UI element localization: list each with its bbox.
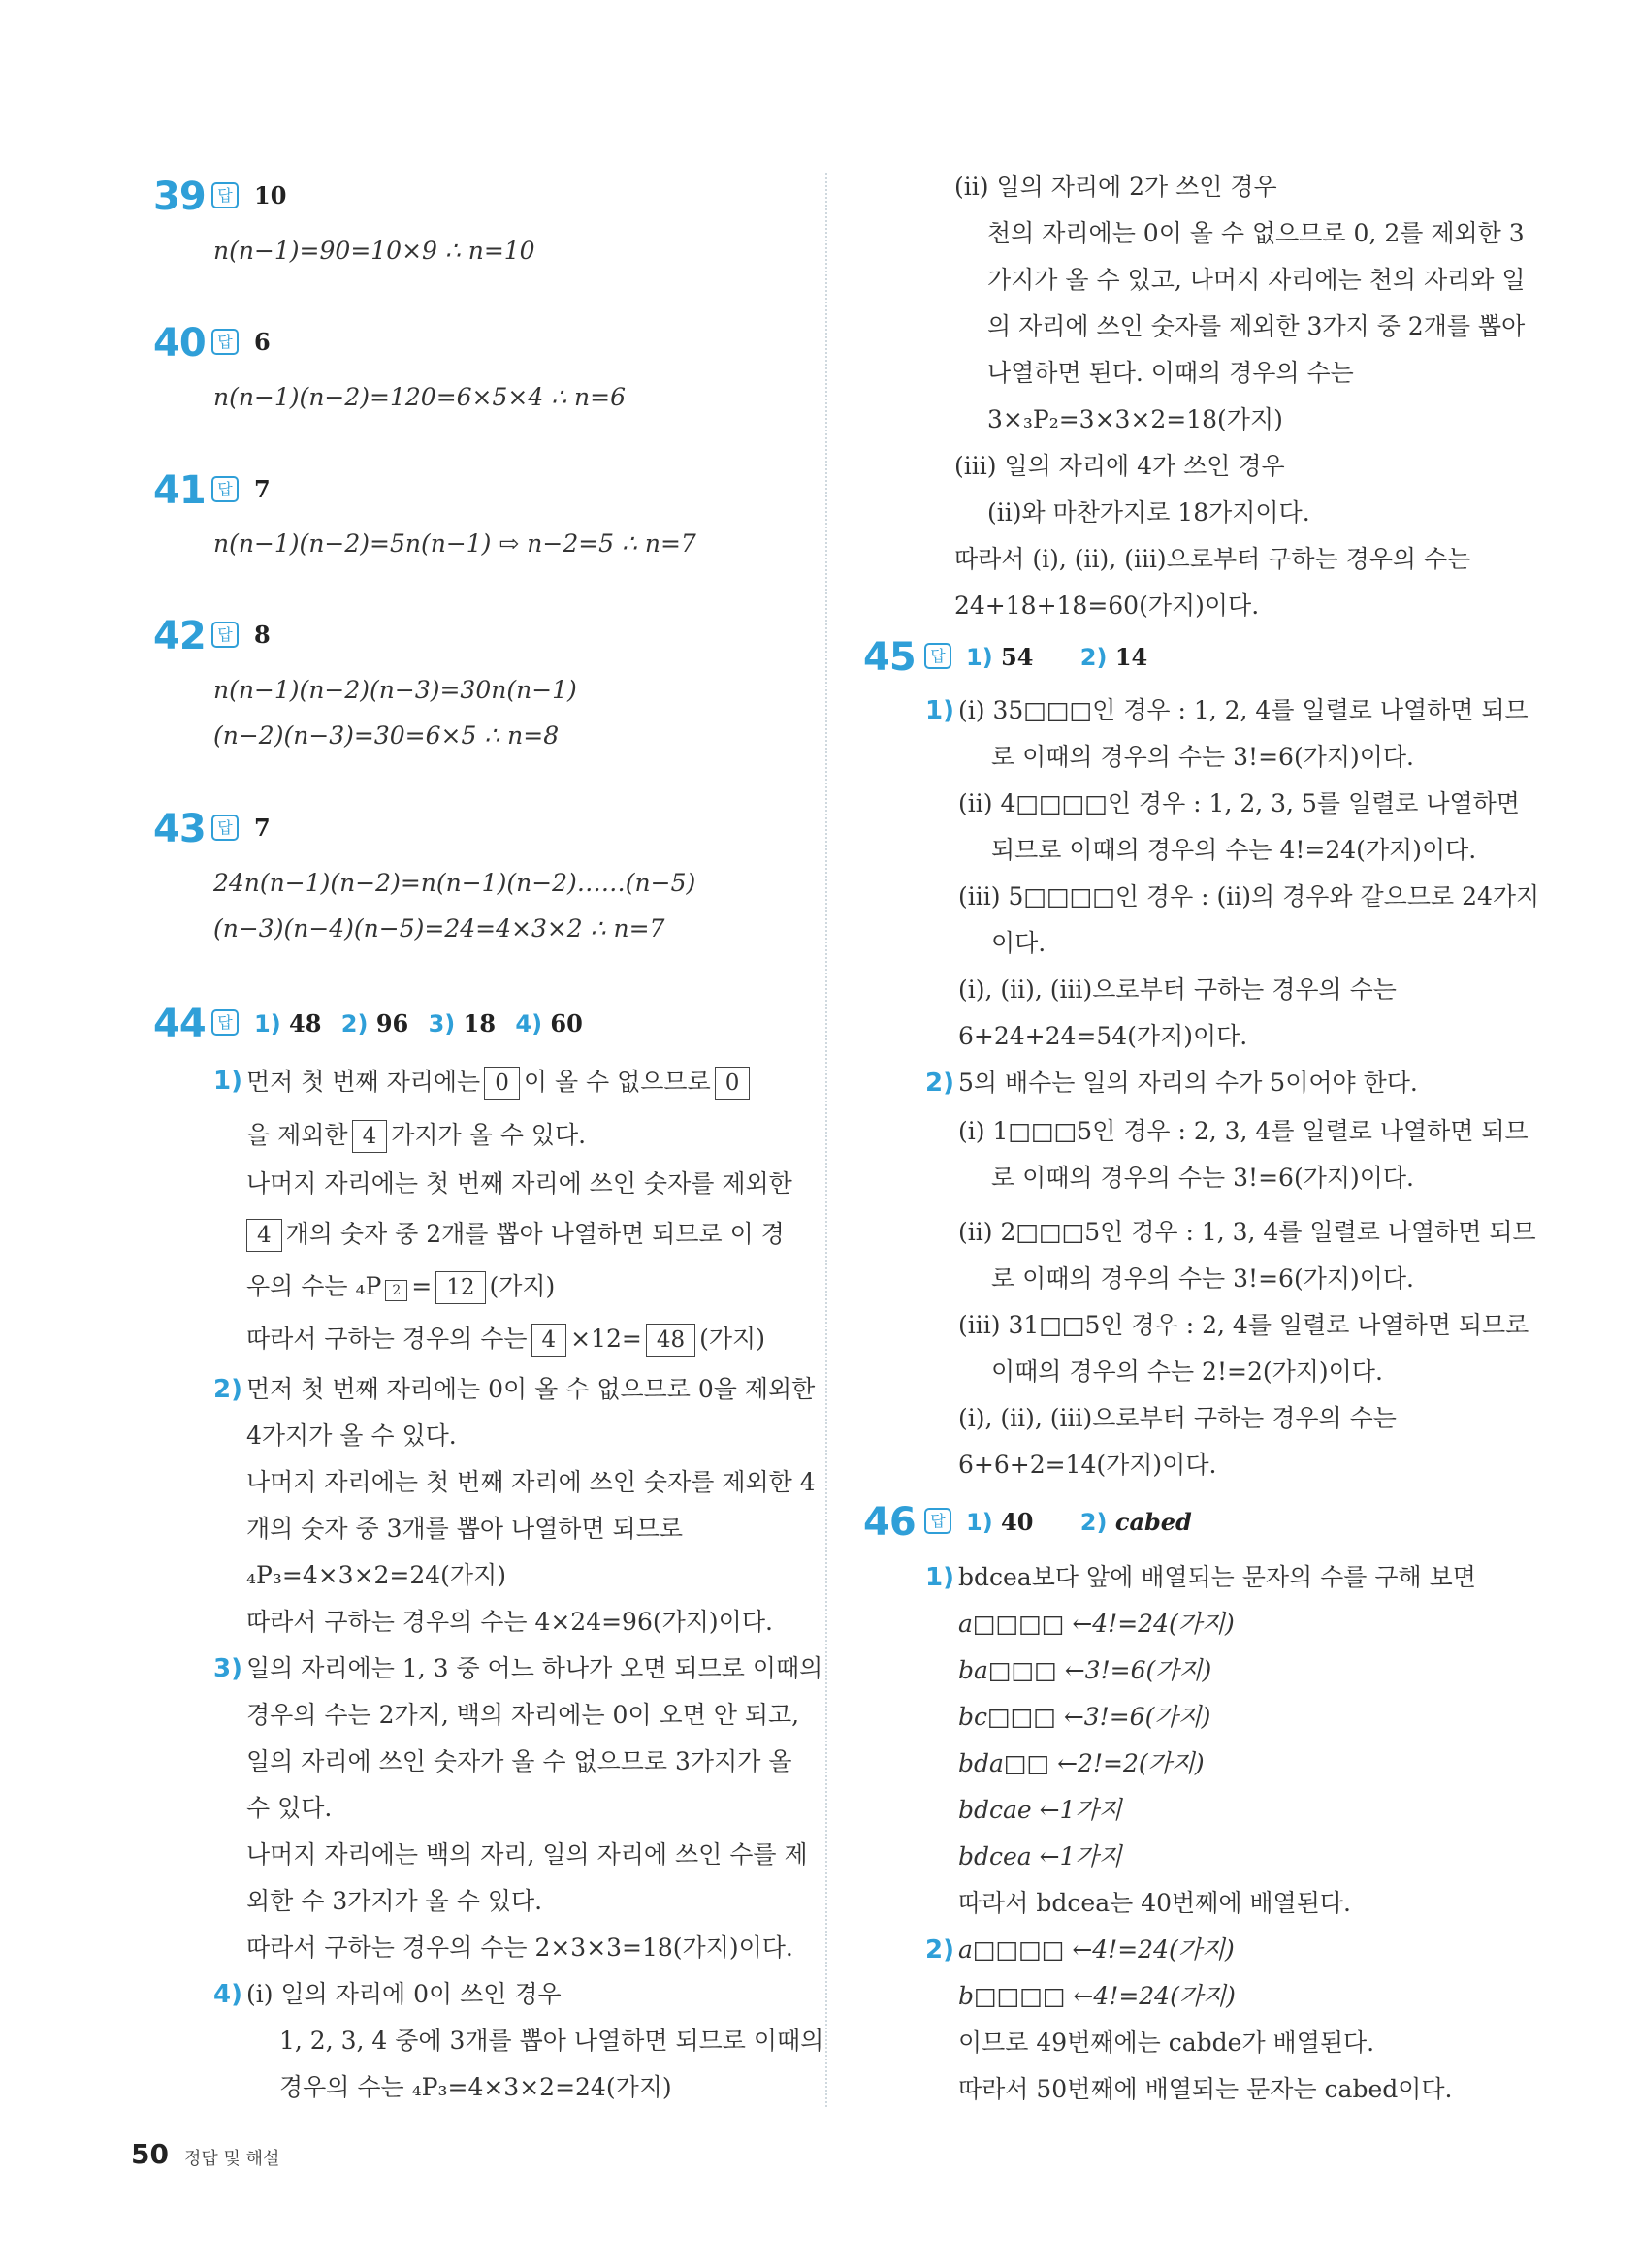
solution-line: 따라서 (ⅰ), (ⅱ), (ⅲ)으로부터 구하는 경우의 수는 <box>954 545 1471 573</box>
blank-box: 2 <box>385 1280 407 1301</box>
solution-line: ₄P₃=4×3×2=24(가지) <box>246 1561 506 1589</box>
solution-line: 로 이때의 경우의 수는 3!=6(가지)이다. <box>991 743 1414 771</box>
sub-number: 4) <box>213 1980 242 2009</box>
solution-line: 경우의 수는 2가지, 백의 자리에는 0이 오면 안 되고, <box>246 1701 800 1729</box>
answer-index: 1) <box>966 644 993 671</box>
answer-value: 8 <box>254 621 271 649</box>
solution-line: bdcea ←1가지 <box>958 1842 1122 1870</box>
blank-box: 48 <box>646 1324 695 1357</box>
solution-line: 나머지 자리에는 첫 번째 자리에 쓰인 숫자를 제외한 <box>246 1169 792 1198</box>
problem-number: 40 <box>153 321 206 366</box>
solution-line: (ⅲ) 5□□□□인 경우 : (ⅱ)의 경우와 같으므로 24가지 <box>958 882 1540 910</box>
solution-line: 외한 수 3가지가 올 수 있다. <box>246 1887 543 1915</box>
answer-badge: 답 <box>211 1009 239 1036</box>
sub-number: 2) <box>213 1375 242 1404</box>
solution-line: (ⅰ) 1□□□5인 경우 : 2, 3, 4를 일렬로 나열하면 되므 <box>958 1117 1529 1145</box>
solution-line: 이므로 49번째에는 cabde가 배열된다. <box>958 2028 1375 2057</box>
text: 개의 숫자 중 2개를 뽑아 나열하면 되므로 이 경 <box>285 1220 785 1248</box>
answer-index: 4) <box>515 1010 543 1038</box>
solution-line: 개의 숫자 중 3개를 뽑아 나열하면 되므로 <box>246 1515 683 1543</box>
blank-box: 0 <box>484 1067 520 1100</box>
sub-number: 2) <box>925 1069 954 1098</box>
solution-line: ba□□□ ←3!=6(가지) <box>958 1656 1212 1684</box>
answer-value: 54 <box>1001 643 1034 671</box>
page-number: 50 <box>131 2138 169 2170</box>
solution-line: (n−3)(n−4)(n−5)=24=4×3×2 ∴ n=7 <box>213 914 665 942</box>
sub-number: 1) <box>925 696 954 725</box>
solution-line: (ⅰ) 일의 자리에 0이 쓰인 경우 <box>246 1980 562 2008</box>
answer-list <box>966 1508 1192 1537</box>
solution-line: (n−2)(n−3)=30=6×5 ∴ n=8 <box>213 721 560 750</box>
answer-index: 1) <box>966 1509 993 1536</box>
solution-line: (ⅲ) 일의 자리에 4가 쓰인 경우 <box>954 452 1285 480</box>
solution-line <box>246 1067 754 1100</box>
text: 이 올 수 없으므로 <box>523 1068 711 1096</box>
solution-line: 나머지 자리에는 첫 번째 자리에 쓰인 숫자를 제외한 4 <box>246 1468 816 1496</box>
solution-line: n(n−1)(n−2)(n−3)=30n(n−1) <box>213 676 577 704</box>
solution-line: 24n(n−1)(n−2)=n(n−1)(n−2)……(n−5) <box>213 869 696 897</box>
answer-value: 96 <box>375 1009 409 1038</box>
blank-box: 4 <box>246 1219 282 1252</box>
text: 우의 수는 ₄P <box>246 1272 382 1300</box>
solution-line <box>246 1120 586 1153</box>
problem-number: 43 <box>153 807 206 851</box>
solution-line: 따라서 bdcea는 40번째에 배열된다. <box>958 1889 1351 1917</box>
solution-line: 3×₃P₂=3×3×2=18(가지) <box>987 405 1283 433</box>
solution-line <box>246 1324 765 1357</box>
solution-line: 6+6+2=14(가지)이다. <box>958 1451 1217 1479</box>
solution-line: 이때의 경우의 수는 2!=2(가지)이다. <box>991 1358 1383 1386</box>
solution-line: 5의 배수는 일의 자리의 수가 5이어야 한다. <box>958 1069 1418 1097</box>
solution-line: (ⅱ)와 마찬가지로 18가지이다. <box>987 498 1310 527</box>
solution-line: bdcae ←1가지 <box>958 1796 1122 1824</box>
problem-number: 41 <box>153 468 206 513</box>
solution-line: 가지가 올 수 있고, 나머지 자리에는 천의 자리와 일 <box>987 266 1526 294</box>
solution-line: 나열하면 된다. 이때의 경우의 수는 <box>987 359 1354 387</box>
solution-line: 24+18+18=60(가지)이다. <box>954 591 1260 620</box>
answer-badge: 답 <box>211 329 239 355</box>
answer-badge: 답 <box>924 643 951 669</box>
solution-line: 경우의 수는 ₄P₃=4×3×2=24(가지) <box>279 2073 672 2101</box>
answer-value: 14 <box>1114 643 1148 671</box>
solution-line: 천의 자리에는 0이 올 수 없으므로 0, 2를 제외한 3 <box>987 219 1525 247</box>
answer-list <box>254 1009 583 1038</box>
solution-line: (ⅱ) 2□□□5인 경우 : 1, 3, 4를 일렬로 나열하면 되므 <box>958 1218 1536 1246</box>
text: 먼저 첫 번째 자리에는 <box>246 1068 481 1096</box>
solution-line: n(n−1)=90=10×9 ∴ n=10 <box>213 237 535 265</box>
answer-value: 10 <box>254 181 287 209</box>
text: (가지) <box>699 1325 765 1353</box>
problem-number: 39 <box>153 175 206 219</box>
solution-line: a□□□□ ←4!=24(가지) <box>958 1935 1235 1964</box>
solution-line: a□□□□ ←4!=24(가지) <box>958 1610 1235 1638</box>
answer-index: 1) <box>254 1010 281 1038</box>
solution-line: bda□□ ←2!=2(가지) <box>958 1749 1205 1777</box>
answer-badge: 답 <box>211 182 239 208</box>
answer-index: 2) <box>1079 1509 1108 1536</box>
blank-box: 4 <box>531 1324 567 1357</box>
answer-badge: 답 <box>924 1508 951 1534</box>
answer-index: 3) <box>428 1010 456 1038</box>
solution-line: 따라서 구하는 경우의 수는 4×24=96(가지)이다. <box>246 1608 773 1636</box>
answer-badge: 답 <box>211 476 239 502</box>
text: ×12= <box>570 1325 642 1353</box>
solution-line <box>246 1219 785 1252</box>
problem-number: 42 <box>153 614 206 658</box>
answer-badge: 답 <box>211 622 239 648</box>
answer-value: cabed <box>1114 1508 1192 1536</box>
solution-line: bc□□□ ←3!=6(가지) <box>958 1703 1211 1731</box>
problem-number: 46 <box>863 1500 916 1545</box>
answer-value: 7 <box>254 814 271 842</box>
text: 가지가 올 수 있다. <box>391 1121 587 1149</box>
answer-value: 6 <box>254 328 271 356</box>
answer-value: 60 <box>550 1009 583 1038</box>
solution-line: 로 이때의 경우의 수는 3!=6(가지)이다. <box>991 1164 1414 1192</box>
solution-line: 따라서 구하는 경우의 수는 2×3×3=18(가지)이다. <box>246 1933 793 1962</box>
solution-line: bdcea보다 앞에 배열되는 문자의 수를 구해 보면 <box>958 1563 1476 1591</box>
answer-index: 2) <box>340 1010 369 1038</box>
solution-line: 일의 자리에 쓰인 숫자가 올 수 없으므로 3가지가 올 <box>246 1747 792 1775</box>
footer-title: 정답 및 해설 <box>184 2149 280 2169</box>
answer-value: 48 <box>289 1009 322 1038</box>
solution-line: n(n−1)(n−2)=5n(n−1) ⇨ n−2=5 ∴ n=7 <box>213 529 696 558</box>
blank-box: 4 <box>352 1120 388 1153</box>
solution-line: 의 자리에 쓰인 숫자를 제외한 3가지 중 2개를 뽑아 <box>987 312 1526 340</box>
answer-value: 18 <box>463 1009 497 1038</box>
solution-line: (ⅲ) 31□□5인 경우 : 2, 4를 일렬로 나열하면 되므로 <box>958 1311 1529 1339</box>
sub-number: 2) <box>925 1935 954 1965</box>
answer-badge: 답 <box>211 815 239 841</box>
solution-line: 나머지 자리에는 백의 자리, 일의 자리에 쓰인 수를 제 <box>246 1840 808 1869</box>
solution-line: (ⅰ), (ⅱ), (ⅲ)으로부터 구하는 경우의 수는 <box>958 975 1397 1004</box>
solution-line: 이다. <box>991 929 1046 957</box>
answer-value: 40 <box>1001 1508 1034 1536</box>
answer-value: 7 <box>254 475 271 503</box>
problem-number: 44 <box>153 1002 206 1046</box>
solution-line: (ⅱ) 4□□□□인 경우 : 1, 2, 3, 5를 일렬로 나열하면 <box>958 789 1520 817</box>
solution-line: (ⅰ), (ⅱ), (ⅲ)으로부터 구하는 경우의 수는 <box>958 1404 1397 1432</box>
solution-line: 따라서 50번째에 배열되는 문자는 cabed이다. <box>958 2075 1453 2103</box>
text: 을 제외한 <box>246 1121 348 1149</box>
solution-line: 수 있다. <box>246 1794 333 1822</box>
text: (가지) <box>489 1272 556 1300</box>
text: 따라서 구하는 경우의 수는 <box>246 1325 528 1353</box>
solution-line: (ⅰ) 35□□□인 경우 : 1, 2, 4를 일렬로 나열하면 되므 <box>958 696 1529 724</box>
text: = <box>411 1272 433 1300</box>
solution-line: 1, 2, 3, 4 중에 3개를 뽑아 나열하면 되므로 이때의 <box>279 2027 824 2055</box>
solution-line: 일의 자리에는 1, 3 중 어느 하나가 오면 되므로 이때의 <box>246 1654 823 1682</box>
solution-line: b□□□□ ←4!=24(가지) <box>958 1982 1236 2010</box>
solution-line: 먼저 첫 번째 자리에는 0이 올 수 없으므로 0을 제외한 <box>246 1375 816 1403</box>
blank-box: 0 <box>715 1067 751 1100</box>
solution-line: 4가지가 올 수 있다. <box>246 1421 457 1450</box>
solution-line: 되므로 이때의 경우의 수는 4!=24(가지)이다. <box>991 836 1477 864</box>
solution-line: 로 이때의 경우의 수는 3!=6(가지)이다. <box>991 1264 1414 1293</box>
solution-line: (ⅱ) 일의 자리에 2가 쓰인 경우 <box>954 173 1277 201</box>
solution-line: 6+24+24=54(가지)이다. <box>958 1022 1248 1050</box>
sub-number: 3) <box>213 1654 242 1683</box>
answer-index: 2) <box>1079 644 1108 671</box>
problem-number: 45 <box>863 635 916 680</box>
sub-number: 1) <box>925 1563 954 1592</box>
sub-number: 1) <box>213 1067 242 1096</box>
column-divider <box>825 173 827 2107</box>
solution-line <box>246 1271 555 1304</box>
solution-line: n(n−1)(n−2)=120=6×5×4 ∴ n=6 <box>213 383 626 411</box>
answer-list <box>966 643 1147 672</box>
blank-box: 12 <box>435 1271 485 1304</box>
